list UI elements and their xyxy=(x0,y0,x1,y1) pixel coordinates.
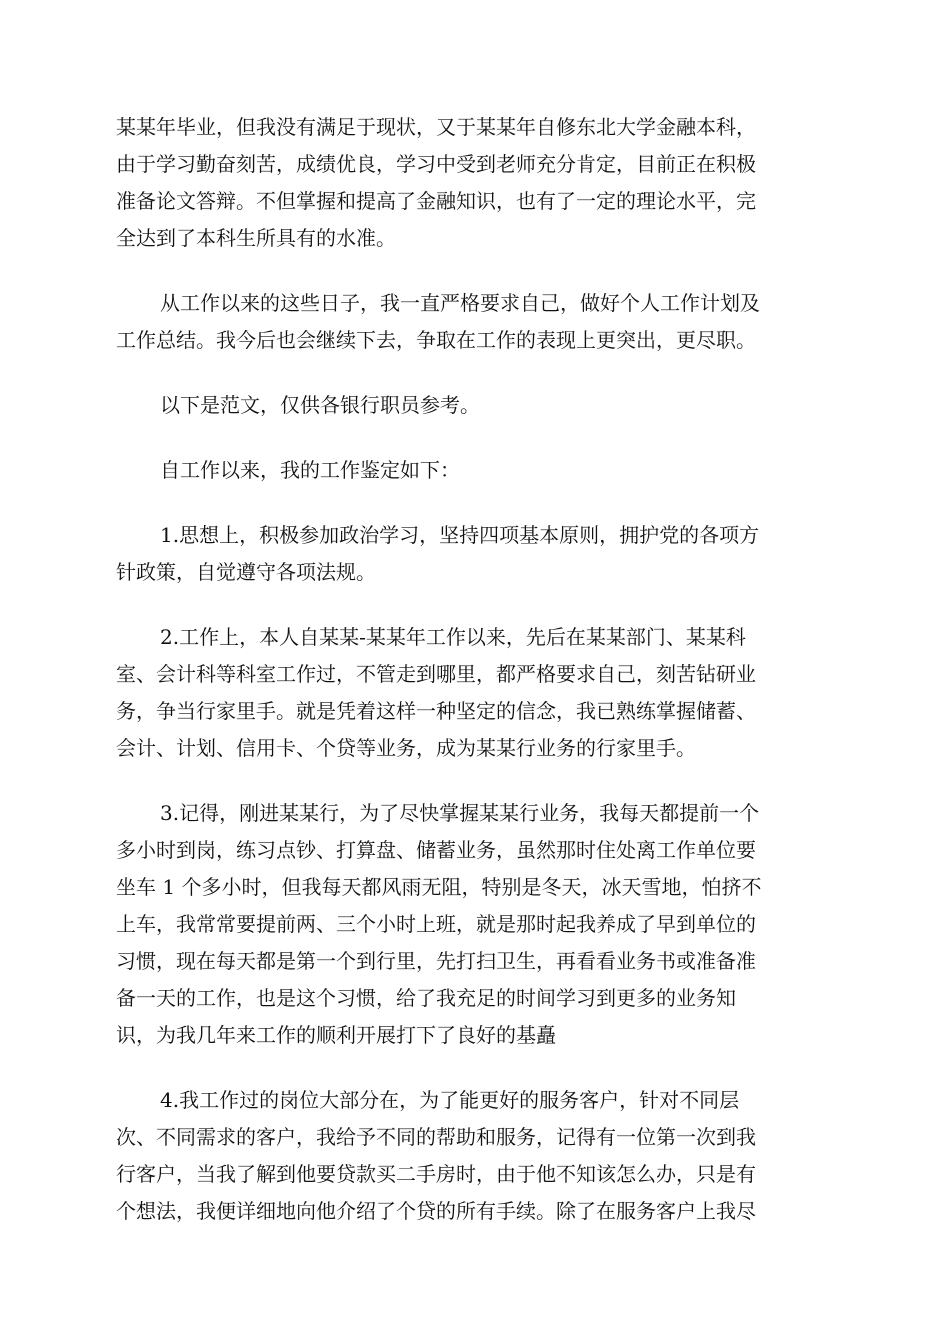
text-line: 坐车 1 个多小时，但我每天都风雨无阻，特别是冬天，冰天雪地，怕挤不 xyxy=(116,875,762,899)
text-line: 务，争当行家里手。就是凭着这样一种坚定的信念，我已熟练掌握储蓄、 xyxy=(116,699,756,723)
text-line: 行客户，当我了解到他要贷款买二手房时，由于他不知该怎么办，只是有 xyxy=(116,1162,756,1186)
text-line: 个想法，我便详细地向他介绍了个贷的所有手续。除了在服务客户上我尽 xyxy=(116,1199,756,1223)
text-line: 针政策，自觉遵守各项法规。 xyxy=(116,560,376,584)
text-line: 1.思想上，积极参加政治学习，坚持四项基本原则，拥护党的各项方 xyxy=(160,523,760,547)
text-line: 工作总结。我今后也会继续下去，争取在工作的表现上更突出，更尽职。 xyxy=(116,328,756,352)
paragraph-item-2 xyxy=(116,619,834,767)
text-line: 由于学习勤奋刻苦，成绩优良，学习中受到老师充分肯定，目前正在积极 xyxy=(116,152,756,176)
text-line: 自工作以来，我的工作鉴定如下： xyxy=(160,458,460,482)
paragraph-item-3 xyxy=(116,795,834,1054)
text-line: 4.我工作过的岗位大部分在，为了能更好的服务客户，针对不同层 xyxy=(160,1088,740,1112)
text-line: 某某年毕业，但我没有满足于现状，又于某某年自修东北大学金融本科， xyxy=(116,115,756,139)
text-line: 上车，我常常要提前两、三个小时上班，就是那时起我养成了早到单位的 xyxy=(116,912,756,936)
text-line: 3.记得，刚进某某行，为了尽快掌握某某行业务，我每天都提前一个 xyxy=(160,801,760,825)
text-line: 2.工作上，本人自某某-某某年工作以来，先后在某某部门、某某科 xyxy=(160,625,746,649)
text-line: 从工作以来的这些日子，我一直严格要求自己，做好个人工作计划及 xyxy=(160,291,760,315)
text-line: 习惯，现在每天都是第一个到行里，先打扫卫生，再看看业务书或准备准 xyxy=(116,949,756,973)
paragraph-item-1 xyxy=(116,517,834,591)
text-line: 会计、计划、信用卡、个贷等业务，成为某某行业务的行家里手。 xyxy=(116,736,696,760)
text-line: 备一天的工作，也是这个习惯，给了我充足的时间学习到更多的业务知 xyxy=(116,986,736,1010)
text-line: 次、不同需求的客户，我给予不同的帮助和服务，记得有一位第一次到我 xyxy=(116,1125,756,1149)
paragraph-item-4 xyxy=(116,1082,834,1230)
text-line: 室、会计科等科室工作过，不管走到哪里，都严格要求自己，刻苦钻研业 xyxy=(116,662,756,686)
paragraph-sample-note xyxy=(116,387,834,424)
paragraph-education xyxy=(116,109,834,257)
document-body xyxy=(116,109,834,1258)
text-line: 以下是范文，仅供各银行职员参考。 xyxy=(160,393,480,417)
paragraph-since-work xyxy=(116,285,834,359)
paragraph-appraisal-intro xyxy=(116,452,834,489)
text-line: 准备论文答辩。不但掌握和提高了金融知识，也有了一定的理论水平，完 xyxy=(116,189,756,213)
text-line: 识，为我几年来工作的顺利开展打下了良好的基矗 xyxy=(116,1023,556,1047)
text-line: 多小时到岗，练习点钞、打算盘、储蓄业务，虽然那时住处离工作单位要 xyxy=(116,838,756,862)
text-line: 全达到了本科生所具有的水准。 xyxy=(116,226,396,250)
